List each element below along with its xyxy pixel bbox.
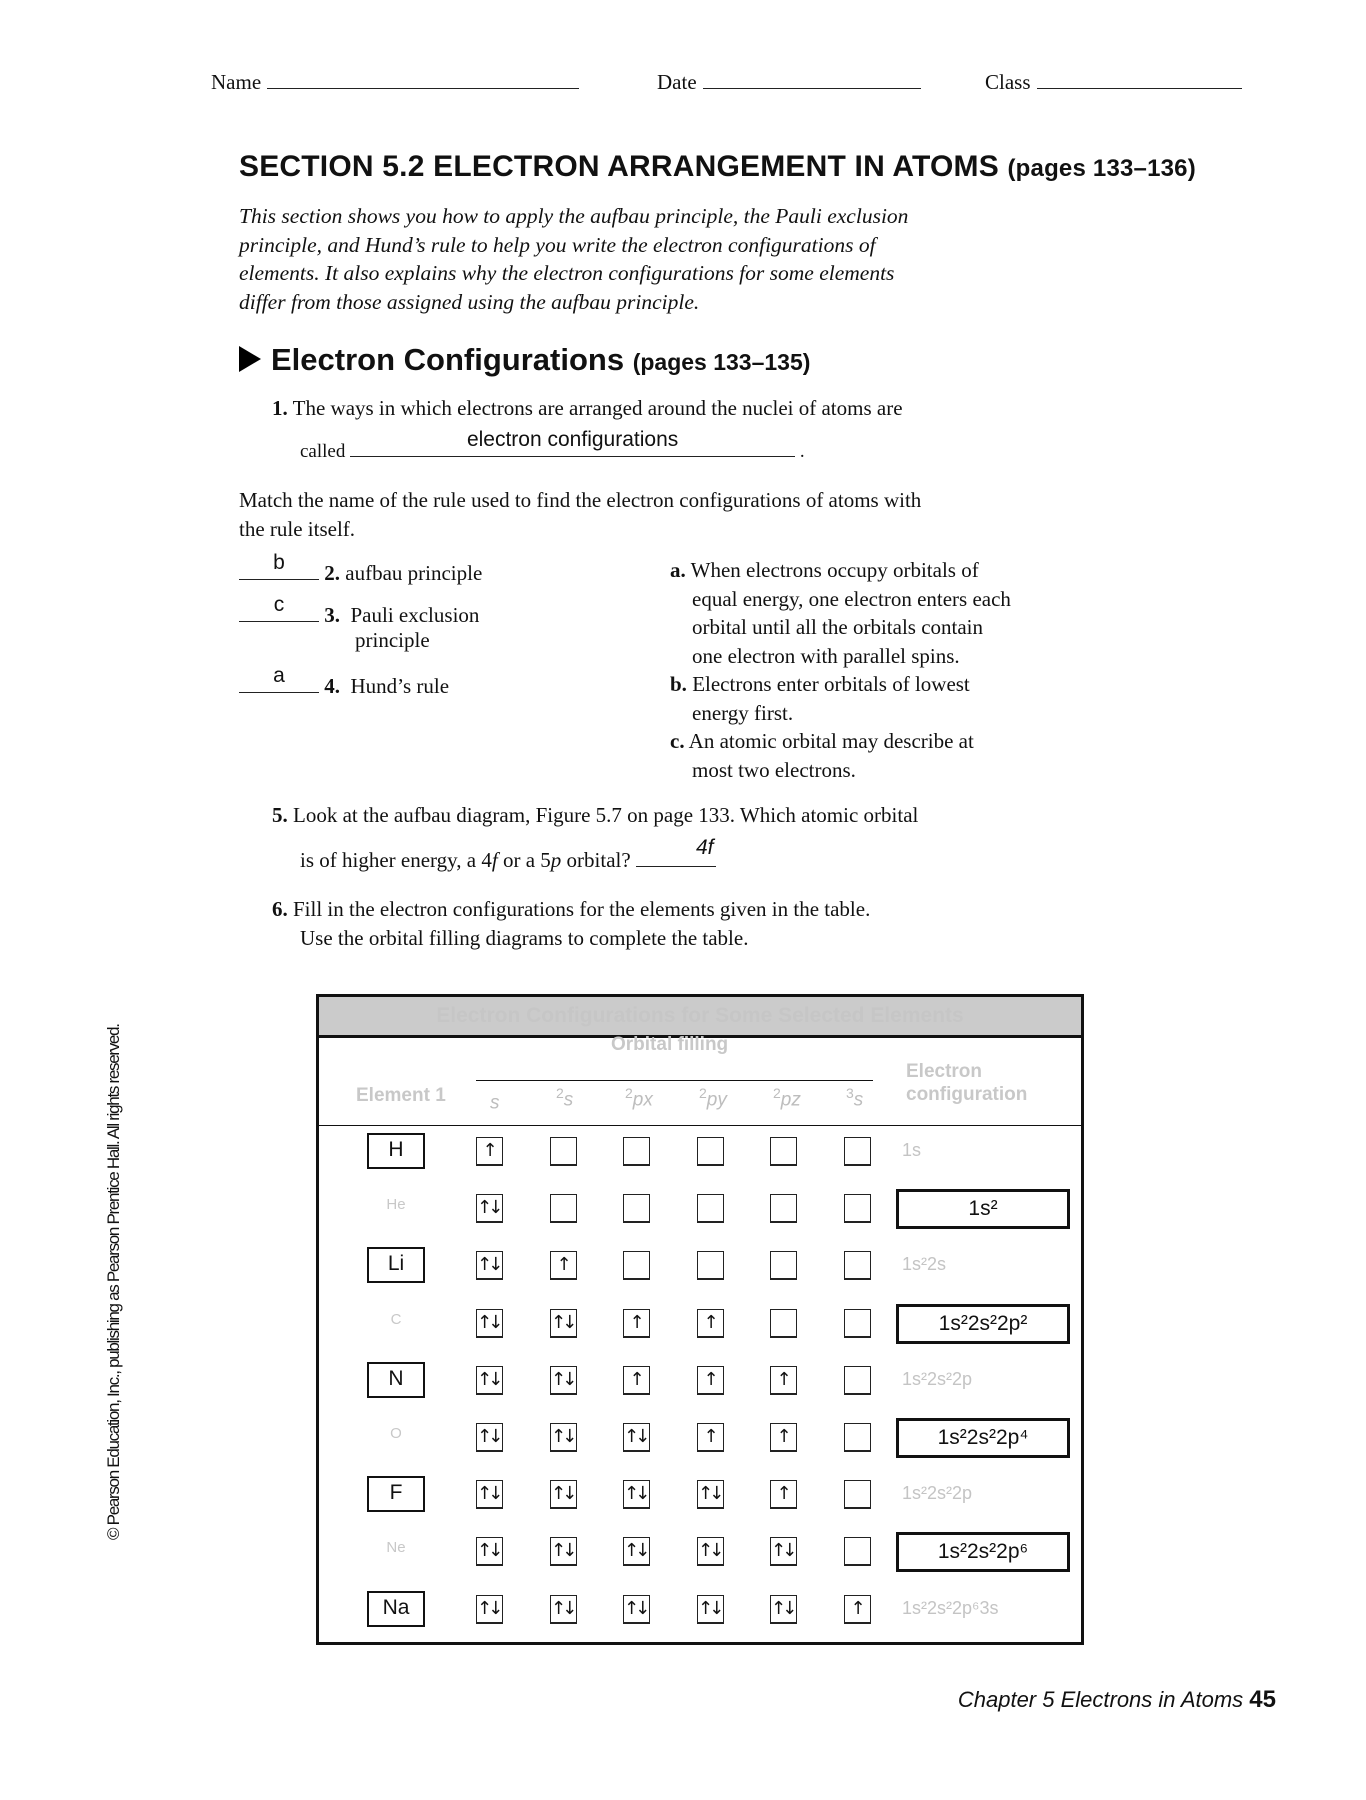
q5-answer: 4f (695, 836, 714, 859)
config-header-line: configuration (906, 1084, 1028, 1105)
intro-line: elements. It also explains why the electron configurations for some elements (239, 261, 895, 285)
section-title-text: SECTION 5.2 ELECTRON ARRANGEMENT IN ATOMS (239, 150, 999, 183)
element-symbol: C (390, 1310, 402, 1328)
page-number: 45 (1249, 1686, 1276, 1713)
orbital-box[interactable]: ↑↓ (476, 1423, 503, 1452)
section-pages: (pages 133–136) (1007, 155, 1196, 182)
match-instructions (239, 486, 921, 544)
orbital-box[interactable]: ↑↓ (476, 1595, 503, 1624)
match-item-2 (239, 551, 483, 586)
period: . (799, 441, 805, 462)
question-text: Look at the aufbau diagram, Figure 5.7 on page 133. Which atomic orbital (293, 803, 919, 827)
question-text: Fill in the electron configurations for the elements given in the table. (293, 897, 871, 921)
rule-text: energy first. (692, 700, 794, 725)
orbital-box[interactable] (697, 1194, 724, 1223)
element-symbol: Ne (386, 1539, 406, 1557)
rule-text: one electron with parallel spins. (692, 643, 960, 668)
element-symbol: H (367, 1133, 425, 1169)
q1-answer-blank[interactable] (350, 428, 795, 457)
item-label: Hund’s rule (350, 674, 450, 698)
orbital-box[interactable]: ↑ (770, 1423, 797, 1452)
item-number: 3. (324, 603, 340, 627)
config-header (906, 1060, 1027, 1106)
italic-f: f (491, 848, 498, 872)
rule-letter: b. (670, 672, 687, 696)
match-answer-blank[interactable] (239, 664, 319, 693)
table-title-band (319, 997, 1081, 1038)
orbital-box[interactable] (844, 1537, 871, 1566)
match-item-3-cont (355, 628, 430, 653)
copyright-notice: © Pearson Education, Inc., publishing as Pearson Prentice Hall. All rights reserved. (104, 1024, 123, 1540)
class-label: Class (985, 70, 1031, 94)
orbital-box[interactable] (844, 1366, 871, 1395)
match-answer: b (273, 551, 285, 574)
orbital-box[interactable]: ↑ (623, 1309, 650, 1338)
date-input-line[interactable] (703, 70, 921, 89)
electron-config-table (316, 994, 1084, 1645)
element-symbol: He (386, 1196, 406, 1214)
orbital-header-2s: $^2$s (556, 1085, 574, 1111)
orbital-filling-header: Orbital filling (611, 1034, 729, 1055)
orbital-box[interactable]: ↑↓ (476, 1309, 503, 1338)
orbital-box[interactable]: ↑↓ (623, 1423, 650, 1452)
orbital-box[interactable]: ↑ (697, 1366, 724, 1395)
orbital-box[interactable]: ↑↓ (476, 1537, 503, 1566)
orbital-box[interactable]: ↑ (697, 1423, 724, 1452)
rule-b (670, 670, 970, 727)
match-answer: c (273, 593, 285, 616)
item-label: aufbau principle (345, 561, 483, 585)
orbital-box[interactable]: ↑ (770, 1366, 797, 1395)
orbital-box[interactable]: ↑↓ (697, 1537, 724, 1566)
orbital-box[interactable]: ↑↓ (623, 1537, 650, 1566)
element-symbol: N (367, 1362, 425, 1398)
orbital-box[interactable]: ↑↓ (550, 1423, 577, 1452)
orbital-box[interactable] (697, 1137, 724, 1166)
config-hint: 1s (902, 1140, 922, 1160)
orbital-filling-rule (476, 1080, 873, 1081)
match-answer-blank[interactable] (239, 551, 319, 580)
rule-text: orbital until all the orbitals contain (692, 615, 984, 639)
orbital-box[interactable]: ↑↓ (623, 1480, 650, 1509)
orbital-header-2pz: $^2$pz (773, 1085, 801, 1111)
instructions-line: Match the name of the rule used to find the electron configurations of atoms with (239, 488, 922, 512)
orbital-box[interactable]: ↑↓ (550, 1309, 577, 1338)
name-field (211, 70, 579, 95)
page-footer (958, 1686, 1276, 1714)
orbital-box[interactable]: ↑↓ (550, 1595, 577, 1624)
orbital-box[interactable] (844, 1194, 871, 1223)
intro-line: differ from those assigned using the aufbau principle. (239, 289, 700, 314)
orbital-box[interactable]: ↑↓ (476, 1251, 503, 1280)
name-input-line[interactable] (267, 70, 579, 89)
orbital-box[interactable]: ↑↓ (476, 1194, 503, 1223)
subsection-heading (239, 342, 810, 378)
match-item-4 (239, 664, 450, 699)
element-symbol: F (367, 1476, 425, 1512)
question-5 (272, 803, 918, 828)
orbital-box[interactable]: ↑↓ (770, 1595, 797, 1624)
orbital-box[interactable] (697, 1251, 724, 1280)
name-label: Name (211, 70, 262, 94)
section-title (239, 150, 1196, 184)
orbital-box[interactable] (623, 1137, 650, 1166)
question-text: Use the orbital filling diagrams to complete the table. (300, 926, 749, 950)
orbital-box[interactable]: ↑↓ (770, 1537, 797, 1566)
q1-answer: electron configurations (466, 428, 679, 451)
config-hint: 1s²2s²2p (902, 1483, 973, 1504)
orbital-box[interactable]: ↑ (770, 1480, 797, 1509)
rule-text: Electrons enter orbitals of lowest (692, 672, 970, 696)
rule-letter: c. (670, 729, 685, 753)
element-symbol: O (390, 1425, 402, 1442)
instructions-line: the rule itself. (239, 517, 356, 541)
match-answer: a (273, 664, 285, 687)
orbital-box[interactable]: ↑↓ (476, 1480, 503, 1509)
called-label: called (300, 441, 346, 462)
q5-answer-blank[interactable] (636, 836, 716, 867)
chapter-title: Chapter 5 Electrons in Atoms (957, 1687, 1244, 1712)
orbital-box[interactable]: ↑↓ (550, 1537, 577, 1566)
config-answer-box[interactable]: 1s² (896, 1189, 1070, 1229)
question-1-answer-line (300, 428, 805, 463)
match-answer-blank[interactable] (239, 593, 319, 622)
item-label: principle (355, 628, 430, 652)
question-1 (272, 396, 903, 421)
question-number: 5. (272, 803, 288, 827)
orbital-box[interactable]: ↑↓ (697, 1480, 724, 1509)
rule-letter: a. (670, 558, 686, 582)
subsection-pages: (pages 133–135) (632, 349, 811, 375)
element-symbol: Na (367, 1591, 425, 1627)
question-6 (272, 895, 870, 953)
question-text: is of higher energy, a 4 (300, 848, 492, 872)
question-number: 6. (272, 897, 288, 921)
orbital-box[interactable] (844, 1251, 871, 1280)
rule-text: equal energy, one electron enters each (692, 586, 1011, 611)
question-text: orbital? (561, 848, 631, 872)
question-text: The ways in which electrons are arranged around the nuclei of atoms are (292, 396, 903, 420)
rule-text: When electrons occupy orbitals of (690, 558, 979, 582)
orbital-box[interactable] (550, 1194, 577, 1223)
date-label: Date (657, 70, 697, 94)
orbital-header-3s: $^3$s (846, 1085, 864, 1111)
rule-a (670, 556, 1011, 670)
config-hint: 1s²2s (902, 1254, 947, 1275)
orbital-box[interactable]: ↑ (844, 1595, 871, 1624)
orbital-box[interactable] (550, 1137, 577, 1166)
orbital-box[interactable] (770, 1194, 797, 1223)
orbital-box[interactable]: ↑ (623, 1366, 650, 1395)
config-answer-box[interactable]: 1s²2s²2p⁶ (896, 1532, 1070, 1572)
question-text: or a 5 (497, 848, 551, 872)
rule-c (670, 727, 974, 784)
intro-line: principle, and Hund’s rule to help you write the electron configurations of (239, 232, 876, 257)
config-hint: 1s²2s²2p⁶3s (902, 1597, 999, 1618)
orbital-header-1s: s (490, 1092, 500, 1114)
orbital-header-2py: $^2$py (699, 1085, 727, 1111)
question-number: 1. (272, 396, 288, 420)
orbital-box[interactable]: ↑↓ (550, 1366, 577, 1395)
orbital-box[interactable] (844, 1480, 871, 1509)
orbital-box[interactable]: ↑↓ (550, 1480, 577, 1509)
italic-p: p (550, 848, 562, 872)
class-input-line[interactable] (1037, 70, 1242, 89)
orbital-box[interactable]: ↑ (550, 1251, 577, 1280)
item-number: 4. (324, 674, 340, 698)
orbital-box[interactable] (770, 1309, 797, 1338)
subsection-title: Electron Configurations (271, 342, 625, 377)
orbital-box[interactable] (623, 1251, 650, 1280)
header-divider (319, 1125, 1081, 1126)
question-5-line2 (300, 836, 716, 873)
element-header: Element 1 (356, 1085, 446, 1106)
orbital-box[interactable] (623, 1194, 650, 1223)
config-answer-box[interactable]: 1s²2s²2p² (896, 1304, 1070, 1344)
config-hint: 1s²2s²2p (902, 1368, 973, 1389)
config-answer-box[interactable]: 1s²2s²2p⁴ (896, 1418, 1070, 1458)
orbital-box[interactable]: ↑ (697, 1309, 724, 1338)
orbital-box[interactable] (770, 1137, 797, 1166)
orbital-box[interactable] (844, 1309, 871, 1338)
orbital-box[interactable] (770, 1251, 797, 1280)
table-title: Electron Configurations for Some Selected Elements (436, 1004, 964, 1027)
section-intro (239, 202, 959, 316)
orbital-box[interactable] (844, 1423, 871, 1452)
item-label: Pauli exclusion (350, 603, 480, 627)
item-number: 2. (324, 561, 340, 585)
orbital-header-2px: $^2$px (625, 1085, 653, 1111)
orbital-box[interactable]: ↑↓ (623, 1595, 650, 1624)
orbital-box[interactable] (844, 1137, 871, 1166)
date-field (657, 70, 921, 95)
rule-text: An atomic orbital may describe at (688, 729, 974, 753)
config-header-line: Electron (906, 1061, 983, 1082)
element-symbol: Li (367, 1247, 425, 1283)
orbital-box[interactable]: ↑↓ (476, 1366, 503, 1395)
match-item-3 (239, 593, 480, 628)
orbital-box[interactable]: ↑↓ (697, 1595, 724, 1624)
triangle-right-icon (239, 346, 261, 372)
class-field (985, 70, 1242, 95)
rule-text: most two electrons. (692, 757, 856, 782)
intro-line: This section shows you how to apply the aufbau principle, the Pauli exclusion (239, 204, 909, 228)
orbital-box[interactable]: ↑ (476, 1137, 503, 1166)
